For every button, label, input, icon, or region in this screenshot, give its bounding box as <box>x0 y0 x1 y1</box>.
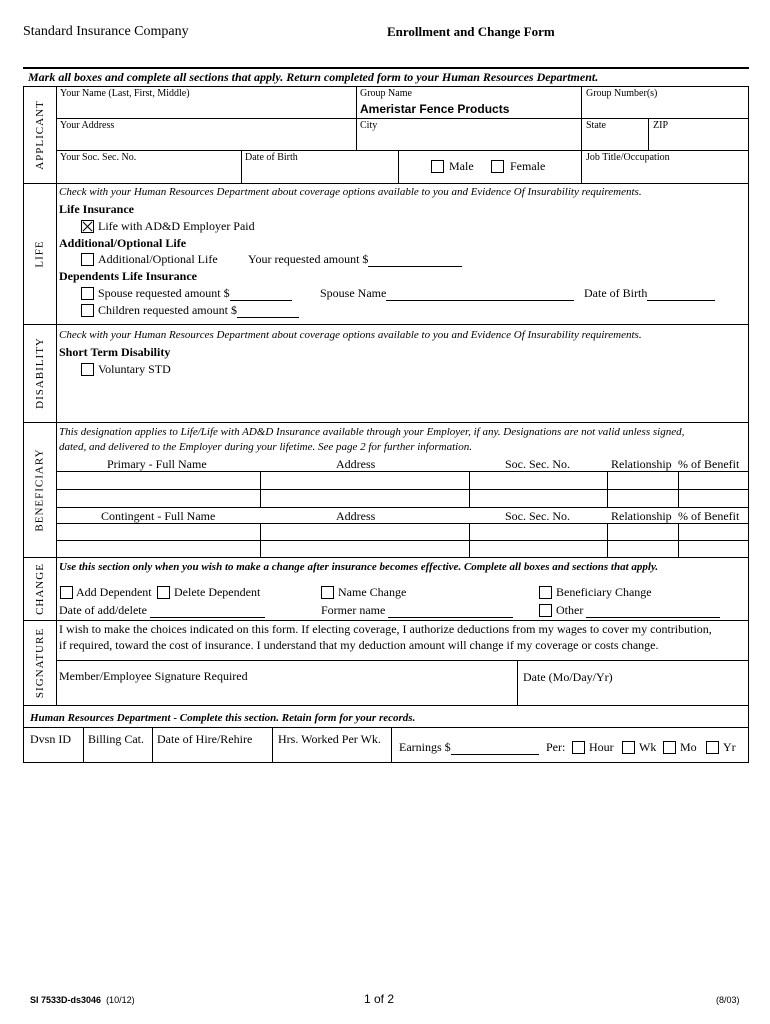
divider <box>607 523 608 557</box>
form-id-code: SI 7533D-ds3046 <box>30 995 102 1005</box>
page-number: 1 of 2 <box>364 992 395 1006</box>
form-id <box>30 995 135 1005</box>
signature-statement-line2: if required, toward the cost of insurance. I understand that my deduction amount will change if my coverage or costs change. <box>59 638 659 652</box>
divider <box>56 523 748 524</box>
divider <box>607 471 608 507</box>
divider <box>24 727 748 728</box>
spouse-checkbox[interactable] <box>81 287 94 300</box>
ssn-label: Your Soc. Sec. No. <box>60 152 137 163</box>
spouse-dob-field[interactable] <box>584 286 715 301</box>
signature-date-label: Date (Mo/Day/Yr) <box>523 670 613 684</box>
divider <box>56 540 748 541</box>
footer-date: (8/03) <box>716 995 740 1005</box>
hour-checkbox[interactable] <box>572 741 585 754</box>
spouse-dob-blank[interactable] <box>647 288 715 301</box>
beneficiary-note-line2: dated, and delivered to the Employer during your lifetime. See page 2 for further information. <box>59 441 472 453</box>
spouse-name-label: Spouse Name <box>320 286 387 300</box>
optional-life-heading: Additional/Optional Life <box>59 236 187 250</box>
divider <box>56 507 748 508</box>
name-change-label: Name Change <box>338 585 407 599</box>
beneficiary-change-label: Beneficiary Change <box>556 585 652 599</box>
date-add-delete-field[interactable] <box>59 603 265 618</box>
month-checkbox[interactable] <box>663 741 676 754</box>
job-title-label: Job Title/Occupation <box>586 152 670 163</box>
divider <box>56 471 748 472</box>
delete-dependent-label: Delete Dependent <box>174 585 261 599</box>
hire-date-label: Date of Hire/Rehire <box>157 732 253 746</box>
city-label: City <box>360 120 378 131</box>
other-field[interactable] <box>556 603 720 618</box>
change-note: Use this section only when you wish to make a change after insurance becomes effective. Complete all boxes and sections that apply. <box>59 561 659 573</box>
billing-cat-label: Billing Cat. <box>88 732 145 746</box>
hour-label: Hour <box>589 740 614 754</box>
life-add-label: Life with AD&D Employer Paid <box>98 219 255 233</box>
divider <box>648 118 649 150</box>
group-name-label: Group Name <box>360 88 412 99</box>
date-add-delete-label: Date of add/delete <box>59 603 147 617</box>
former-name-label: Former name <box>321 603 386 617</box>
primary-pct-header: % of Benefit <box>678 457 740 471</box>
name-label: Your Name (Last, First, Middle) <box>60 88 190 99</box>
spouse-dob-label: Date of Birth <box>584 286 648 300</box>
primary-name-header: Primary - Full Name <box>107 457 207 471</box>
children-amount-field[interactable] <box>98 303 299 318</box>
optional-life-checkbox[interactable] <box>81 253 94 266</box>
requested-amount-blank[interactable] <box>368 254 462 267</box>
spouse-name-field[interactable] <box>320 286 574 301</box>
dependents-heading: Dependents Life Insurance <box>59 269 198 283</box>
divider <box>24 422 748 423</box>
signature-label: Member/Employee Signature Required <box>59 669 248 683</box>
month-label: Mo <box>680 740 697 754</box>
add-dependent-label: Add Dependent <box>76 585 152 599</box>
name-change-checkbox[interactable] <box>321 586 334 599</box>
beneficiary-side-label: BENEFICIARY <box>34 447 46 532</box>
earnings-blank[interactable] <box>451 742 539 755</box>
divider <box>398 150 399 183</box>
primary-relationship-header: Relationship <box>611 457 672 471</box>
voluntary-std-label: Voluntary STD <box>98 362 171 376</box>
divider <box>83 727 84 762</box>
divider <box>678 471 679 507</box>
children-amount-blank[interactable] <box>237 305 299 318</box>
hrs-worked-label: Hrs. Worked Per Wk. <box>278 732 381 746</box>
divider <box>260 523 261 557</box>
applicant-side-label: APPLICANT <box>34 100 47 170</box>
divider <box>678 523 679 557</box>
divider <box>517 660 518 705</box>
week-checkbox[interactable] <box>622 741 635 754</box>
year-checkbox[interactable] <box>706 741 719 754</box>
life-note: Check with your Human Resources Department about coverage options available to you and Evidence Of Insurability requirements. <box>59 186 642 198</box>
signature-statement-line1: I wish to make the choices indicated on this form. If electing coverage, I authorize deductions from my wages to cover my contribution, <box>59 622 712 636</box>
male-checkbox[interactable] <box>431 160 444 173</box>
male-label: Male <box>449 159 474 173</box>
disability-note: Check with your Human Resources Department about coverage options available to you and Evidence Of Insurability requirements. <box>59 329 642 341</box>
earnings-label: Earnings $ <box>399 740 451 754</box>
divider <box>241 150 242 183</box>
contingent-name-header: Contingent - Full Name <box>101 509 216 523</box>
std-heading: Short Term Disability <box>59 345 171 359</box>
primary-ssn-header: Soc. Sec. No. <box>505 457 570 471</box>
contingent-ssn-header: Soc. Sec. No. <box>505 509 570 523</box>
week-label: Wk <box>639 740 657 754</box>
divider <box>56 118 748 119</box>
other-blank[interactable] <box>586 605 720 618</box>
divider <box>260 471 261 507</box>
optional-life-label: Additional/Optional Life <box>98 252 218 266</box>
contingent-pct-header: % of Benefit <box>678 509 740 523</box>
divider <box>152 727 153 762</box>
divider <box>56 660 748 661</box>
contingent-address-header: Address <box>336 509 376 523</box>
children-amount-label: Children requested amount $ <box>98 303 237 317</box>
change-side-label: CHANGE <box>34 562 46 615</box>
disability-side-label: DISABILITY <box>34 337 46 409</box>
state-label: State <box>586 120 606 131</box>
former-name-blank[interactable] <box>388 605 513 618</box>
dob-label: Date of Birth <box>245 152 298 163</box>
group-number-label: Group Number(s) <box>586 88 658 99</box>
former-name-field[interactable] <box>321 603 513 618</box>
beneficiary-change-checkbox[interactable] <box>539 586 552 599</box>
divider <box>581 87 582 183</box>
divider <box>24 324 748 325</box>
signature-side-label: SIGNATURE <box>34 627 46 698</box>
female-label: Female <box>510 159 546 173</box>
divider <box>272 727 273 762</box>
contingent-relationship-header: Relationship <box>611 509 672 523</box>
form-title: Enrollment and Change Form <box>387 24 555 39</box>
divider <box>469 523 470 557</box>
company-name: Standard Insurance Company <box>23 24 189 39</box>
divider <box>24 557 748 558</box>
form-revision: (10/12) <box>106 995 135 1005</box>
year-label: Yr <box>723 740 736 754</box>
other-label: Other <box>556 603 584 617</box>
requested-amount-label: Your requested amount $ <box>248 252 369 266</box>
divider <box>391 727 392 762</box>
life-side-label: LIFE <box>33 239 46 268</box>
side-column-divider <box>56 87 57 705</box>
spouse-amount-label: Spouse requested amount $ <box>98 286 230 300</box>
requested-amount-field[interactable] <box>248 252 462 267</box>
spouse-amount-blank[interactable] <box>230 288 292 301</box>
beneficiary-note-line1: This designation applies to Life/Life with AD&D Insurance available through your Employer, if any. Designations are not valid unless signed, <box>59 426 685 438</box>
life-insurance-heading: Life Insurance <box>59 202 134 216</box>
spouse-amount-field[interactable] <box>98 286 292 301</box>
divider <box>56 150 748 151</box>
divider <box>56 489 748 490</box>
form-instructions: Mark all boxes and complete all sections that apply. Return completed form to your Human Resources Department. <box>28 70 599 84</box>
life-add-checkbox[interactable] <box>81 220 94 233</box>
delete-dependent-checkbox[interactable] <box>157 586 170 599</box>
divider <box>24 705 748 706</box>
address-label: Your Address <box>60 120 115 131</box>
children-checkbox[interactable] <box>81 304 94 317</box>
female-checkbox[interactable] <box>491 160 504 173</box>
enrollment-form <box>23 86 749 763</box>
per-label: Per: <box>546 740 566 754</box>
other-checkbox[interactable] <box>539 604 552 617</box>
header-rule <box>23 67 749 69</box>
spouse-name-blank[interactable] <box>386 288 574 301</box>
zip-label: ZIP <box>653 120 668 131</box>
divider <box>24 620 748 621</box>
group-name-value[interactable]: Ameristar Fence Products <box>360 102 510 116</box>
voluntary-std-checkbox[interactable] <box>81 363 94 376</box>
date-add-delete-blank[interactable] <box>150 605 265 618</box>
primary-address-header: Address <box>336 457 376 471</box>
hr-heading: Human Resources Department - Complete this section. Retain form for your records. <box>30 712 416 724</box>
dvsn-id-label: Dvsn ID <box>30 732 71 746</box>
earnings-field[interactable] <box>399 740 539 755</box>
add-dependent-checkbox[interactable] <box>60 586 73 599</box>
divider <box>469 471 470 507</box>
divider <box>24 183 748 184</box>
